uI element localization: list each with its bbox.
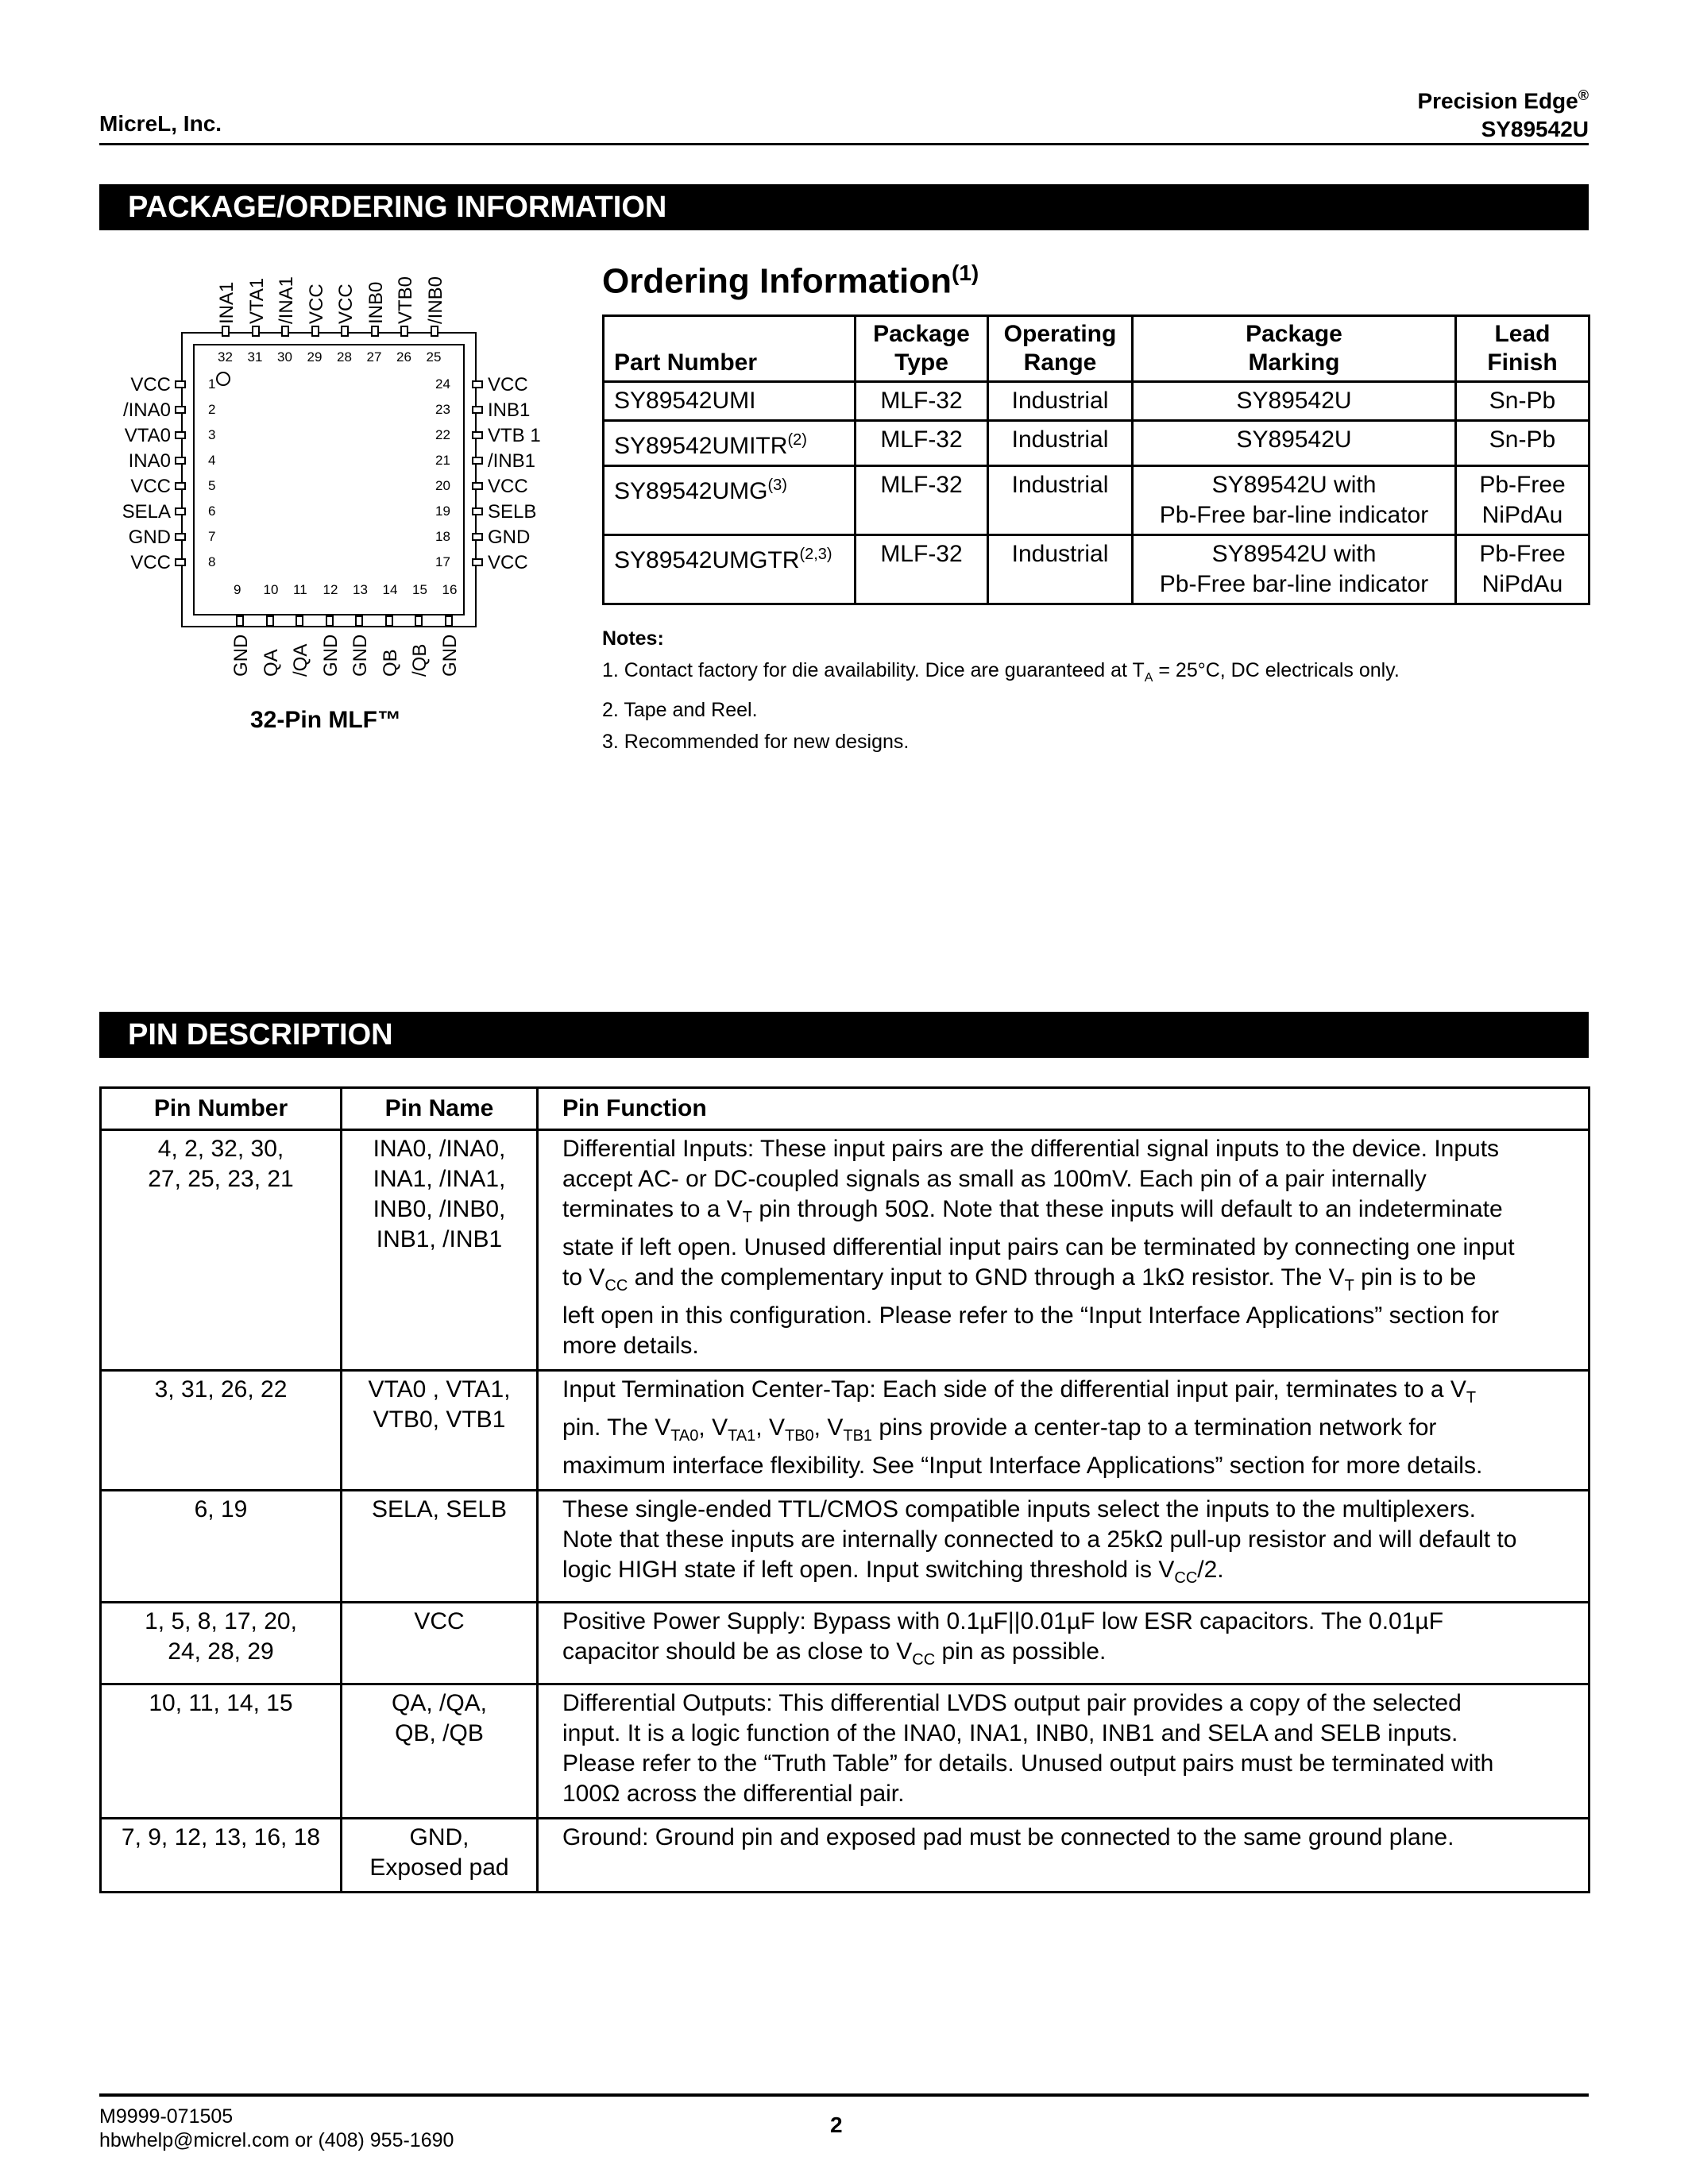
range-cell: Industrial [988, 535, 1133, 604]
pin-pad-top [431, 326, 438, 337]
pin-label-left: /INA0 [122, 399, 171, 421]
contact-info: hbwhelp@micrel.com or (408) 955-1690 [99, 2129, 454, 2151]
part-cell [604, 421, 856, 466]
pin-name-l2: Exposed pad [369, 1854, 509, 1881]
pin-number-left: 8 [208, 554, 216, 569]
function-line [562, 1263, 1578, 1301]
pin-function-cell [538, 1130, 1590, 1371]
ordering-title [602, 260, 979, 302]
col-lead-l2: Finish [1487, 349, 1558, 376]
pin-pad-right [472, 380, 483, 388]
note-1-text-a: 1. Contact factory for die availability. Dice are guaranteed at T [602, 659, 1145, 681]
pin-number-cell [101, 1371, 342, 1491]
finish-cell [1456, 466, 1590, 535]
note-1-sub: A [1144, 671, 1153, 685]
pin-row [101, 1684, 1590, 1819]
page-number: 2 [830, 2113, 843, 2137]
function-line: Differential Inputs: These input pairs are the differential signal inputs to the device. Inputs [562, 1136, 1500, 1162]
product-line: Precision Edge [1417, 88, 1578, 114]
pin-row [101, 1371, 1590, 1491]
col-part-number-text: Part Number [614, 349, 758, 376]
pin-label-top: VTB0 [395, 276, 416, 324]
marking-l2: Pb-Free bar-line indicator [1159, 571, 1429, 597]
pin-name-l3: INB0, /INB0, [373, 1196, 506, 1222]
notes-title: Notes: [602, 627, 664, 650]
col-marking-l1: Package [1246, 321, 1342, 347]
pin-pad-left [175, 406, 186, 414]
pin-label-top: INA1 [216, 281, 238, 324]
pin-label-left: VTA0 [124, 425, 171, 446]
note-1 [602, 654, 1587, 694]
part-text: SY89542UMI [614, 388, 756, 414]
ordering-title-note: (1) [952, 260, 979, 285]
pin-label-bottom: GND [350, 634, 371, 677]
pin-number-right: 18 [435, 529, 450, 544]
finish-l2: NiPdAu [1481, 571, 1563, 597]
function-sub: TA1 [728, 1427, 756, 1445]
pin-label-right: GND [488, 527, 531, 548]
pin-label-top: VTA1 [245, 277, 268, 324]
pin-number-top: 30 [277, 349, 292, 365]
doc-number: M9999-071505 [99, 2105, 234, 2128]
pin-number-left: 6 [208, 504, 216, 519]
pin-function-cell [538, 1491, 1590, 1603]
pin-label-right: VTB 1 [488, 425, 541, 446]
pin-number-l1: 3, 31, 26, 22 [154, 1376, 288, 1403]
pin-number-bottom: 11 [293, 582, 307, 597]
col-package-marking [1133, 316, 1456, 382]
ordering-header-row [604, 316, 1590, 382]
function-sub: CC [605, 1277, 628, 1295]
pin-pad-top [400, 326, 408, 337]
part-text: SY89542UMITR [614, 433, 788, 459]
pin-label-bottom: /QA [290, 643, 311, 677]
pin-row [101, 1819, 1590, 1893]
pin-number-cell [101, 1603, 342, 1684]
marking-cell: SY89542U [1133, 421, 1456, 466]
pin-label-left: SELA [122, 501, 171, 523]
col-operating-l2: Range [1023, 349, 1097, 376]
col-operating-range [988, 316, 1133, 382]
pin-pad-bottom [236, 615, 244, 627]
pin-row [101, 1130, 1590, 1371]
pin-label-left: INA0 [128, 450, 171, 472]
pin-number-left: 2 [208, 402, 216, 417]
function-sub: T [742, 1209, 752, 1226]
pin-number-top: 29 [307, 349, 323, 365]
function-line [562, 1413, 1578, 1451]
part-note: (3) [767, 477, 787, 494]
pin-pad-bottom [326, 615, 334, 627]
function-line [562, 1375, 1578, 1413]
finish-l1: Pb-Free [1479, 541, 1566, 567]
part-note: (2) [787, 431, 807, 449]
function-text: terminates to a V [562, 1196, 743, 1222]
pin-name-cell [342, 1130, 538, 1371]
footer-rule [99, 2093, 1589, 2097]
function-line: more details. [562, 1333, 699, 1359]
pin-number-cell [101, 1491, 342, 1603]
function-line: accept AC- or DC-coupled signals as small as 100mV. Each pin of a pair internally [562, 1166, 1427, 1192]
section-title-pin-description: PIN DESCRIPTION [99, 1012, 1589, 1058]
pin-name-l2: VTB0, VTB1 [373, 1406, 506, 1433]
function-text: pin as possible. [935, 1638, 1107, 1665]
col-part-number [604, 316, 856, 382]
pin-label-bottom: /QB [409, 643, 431, 677]
pin-number-l2: 27, 25, 23, 21 [148, 1166, 294, 1192]
pin-name-l1: GND, [409, 1824, 469, 1850]
pin-name-cell [342, 1371, 538, 1491]
pin-name-l2: QB, /QB [395, 1720, 484, 1746]
function-sub: CC [1174, 1569, 1198, 1587]
function-line [562, 1555, 1578, 1593]
pin-number-l1: 10, 11, 14, 15 [149, 1690, 293, 1716]
pin-name-l1: QA, /QA, [391, 1690, 488, 1716]
function-text: , V [755, 1414, 785, 1441]
pin-pad-right [472, 457, 483, 465]
col-pin-name: Pin Name [342, 1088, 538, 1130]
col-package-type [856, 316, 988, 382]
pin-label-bottom: GND [230, 634, 252, 677]
ordering-row [604, 382, 1590, 421]
part-text: SY89542UMGTR [614, 547, 800, 573]
pin-label-bottom: GND [438, 634, 461, 677]
pin-label-top: INB0 [365, 281, 387, 324]
function-text: , V [813, 1414, 844, 1441]
pin-pad-bottom [266, 615, 274, 627]
marking-l1: SY89542U with [1211, 541, 1377, 567]
pin-number-l2: 24, 28, 29 [168, 1638, 274, 1665]
function-text: pin. The V [562, 1414, 671, 1441]
pin-function-cell [538, 1684, 1590, 1819]
col-marking-l2: Marking [1248, 349, 1340, 376]
pin-label-top: /INB0 [424, 276, 446, 324]
pin-number-top: 32 [218, 349, 233, 365]
function-sub: TA0 [670, 1427, 699, 1445]
pin-number-top: 28 [337, 349, 352, 365]
function-sub: T [1344, 1277, 1354, 1295]
function-text: /2. [1197, 1557, 1224, 1583]
col-operating-l1: Operating [1003, 321, 1117, 347]
pin-pad-top [311, 326, 319, 337]
function-line: maximum interface flexibility. See “Input Interface Applications” section for more details. [562, 1453, 1483, 1479]
pin-pad-right [472, 533, 483, 541]
pin-function-cell [538, 1603, 1590, 1684]
pin-label-left: VCC [130, 476, 171, 497]
pin-pad-left [175, 457, 186, 465]
pin-number-bottom: 9 [234, 582, 241, 597]
pin-number-right: 22 [435, 427, 450, 442]
marking-cell [1133, 466, 1456, 535]
part-note: (2,3) [799, 546, 832, 563]
header-right [1417, 81, 1589, 144]
pin-number-l1: 4, 2, 32, 30, [157, 1136, 284, 1162]
function-sub: CC [912, 1651, 936, 1669]
marking-cell [1133, 535, 1456, 604]
pin-number-cell [101, 1684, 342, 1819]
range-cell: Industrial [988, 466, 1133, 535]
pin-label-top: /INA1 [276, 276, 297, 324]
col-pin-function: Pin Function [538, 1088, 1590, 1130]
ordering-row [604, 535, 1590, 604]
function-line: Note that these inputs are internally connected to a 25kΩ pull-up resistor and will default to [562, 1526, 1517, 1553]
pin-number-bottom: 16 [442, 582, 458, 597]
pin-label-right: VCC [488, 476, 528, 497]
part-text: SY89542UMG [614, 478, 768, 504]
part-cell [604, 535, 856, 604]
pin-pad-top [341, 326, 349, 337]
col-package-type-l2: Type [894, 349, 948, 376]
function-line [562, 1637, 1578, 1675]
function-line: state if left open. Unused differential input pairs can be terminated by connecting one input [562, 1234, 1515, 1260]
pin-number-left: 3 [208, 427, 216, 442]
pin-pad-right [472, 482, 483, 490]
pin-number-bottom: 13 [353, 582, 368, 597]
pin-number-right: 23 [435, 402, 450, 417]
function-sub: T [1466, 1389, 1477, 1406]
pin-number-cell [101, 1819, 342, 1893]
function-sub: TB0 [784, 1427, 814, 1445]
pin-pad-left [175, 431, 186, 439]
pin-number-bottom: 15 [412, 582, 427, 597]
pin-number-left: 7 [208, 529, 216, 544]
package-caption: 32-Pin MLF™ [249, 707, 401, 733]
pin-label-bottom: QA [260, 649, 282, 677]
pin-pad-right [472, 507, 483, 515]
part-cell [604, 382, 856, 421]
ordering-title-text: Ordering Information [602, 261, 952, 301]
pin-name-cell [342, 1819, 538, 1893]
function-text: pin through 50Ω. Note that these inputs will default to an indeterminate [752, 1196, 1503, 1222]
note-3: 3. Recommended for new designs. [602, 731, 910, 753]
pin-number-left: 1 [208, 376, 216, 392]
pin-pad-bottom [295, 615, 303, 627]
pin-label-right: /INB1 [488, 450, 536, 472]
pin-label-right: VCC [488, 552, 528, 573]
pin-pad-left [175, 533, 186, 541]
pin-function-cell [538, 1371, 1590, 1491]
pin-number-l1: 6, 19 [194, 1496, 248, 1522]
pin-row [101, 1603, 1590, 1684]
function-text: pin is to be [1354, 1264, 1477, 1291]
pin-number-right: 21 [435, 453, 450, 468]
pin-pad-right [472, 431, 483, 439]
pin-name-l1: VTA0 , VTA1, [368, 1376, 511, 1403]
pin-name-l1: SELA, SELB [371, 1496, 508, 1522]
finish-l1: Pb-Free [1479, 472, 1566, 498]
marking-l1: SY89542U with [1211, 472, 1377, 498]
pin-label-left: VCC [130, 374, 171, 396]
pin-number-top: 31 [247, 349, 263, 365]
ordering-notes [602, 623, 1587, 758]
function-line: These single-ended TTL/CMOS compatible inputs select the inputs to the multiplexers. [562, 1496, 1477, 1522]
pin-label-bottom: GND [319, 634, 342, 677]
function-text: logic HIGH state if left open. Input switching threshold is V [562, 1557, 1175, 1583]
pin-row [101, 1491, 1590, 1603]
function-text: capacitor should be as close to V [562, 1638, 913, 1665]
pin-pad-top [281, 326, 289, 337]
function-text: and the complementary input to GND through a 1kΩ resistor. The V [628, 1264, 1345, 1291]
pin-label-right: VCC [488, 374, 528, 396]
pin-pad-bottom [415, 615, 423, 627]
ordering-row [604, 466, 1590, 535]
pin-pad-left [175, 380, 186, 388]
pin-number-right: 17 [435, 554, 450, 569]
part-cell [604, 466, 856, 535]
pin-label-top: VCC [305, 284, 327, 324]
function-line: Positive Power Supply: Bypass with 0.1µF||0.01µF low ESR capacitors. The 0.01µF [562, 1608, 1444, 1634]
range-cell: Industrial [988, 421, 1133, 466]
pin-description-table [99, 1086, 1590, 1893]
pin-pad-left [175, 558, 186, 566]
header-rule [99, 143, 1589, 145]
pin-number-top: 26 [396, 349, 411, 365]
pin-pad-top [222, 326, 230, 337]
function-sub: TB1 [843, 1427, 873, 1445]
section-title-package-ordering: PACKAGE/ORDERING INFORMATION [99, 184, 1589, 230]
note-1-text-b: = 25°C, DC electricals only. [1153, 659, 1400, 681]
type-cell: MLF-32 [856, 535, 988, 604]
function-line: 100Ω across the differential pair. [562, 1781, 905, 1807]
type-cell: MLF-32 [856, 466, 988, 535]
pin-number-right: 20 [435, 478, 450, 493]
function-line: input. It is a logic function of the INA0, INA1, INB0, INB1 and SELA and SELB inputs. [562, 1720, 1458, 1746]
package-die-outline [193, 344, 465, 615]
pin-name-l2: INA1, /INA1, [373, 1166, 506, 1192]
pin-number-right: 24 [435, 376, 450, 392]
function-line [562, 1194, 1578, 1233]
pin-pad-top [371, 326, 379, 337]
finish-l2: NiPdAu [1481, 502, 1563, 528]
function-line: Differential Outputs: This differential LVDS output pair provides a copy of the selected [562, 1690, 1462, 1716]
company-name: MicreL, Inc. [99, 111, 222, 136]
ordering-table [602, 314, 1590, 605]
pin-number-bottom: 10 [263, 582, 279, 597]
pin-pad-left [175, 507, 186, 515]
function-line: Ground: Ground pin and exposed pad must be connected to the same ground plane. [562, 1824, 1454, 1850]
function-line: left open in this configuration. Please refer to the “Input Interface Applications” section for [562, 1302, 1500, 1329]
pin1-marker-icon [216, 372, 230, 386]
marking-l2: Pb-Free bar-line indicator [1159, 502, 1429, 528]
pin-pad-right [472, 558, 483, 566]
col-lead-finish [1456, 316, 1590, 382]
col-package-type-l1: Package [873, 321, 970, 347]
pin-number-top: 27 [366, 349, 382, 365]
pin-number-l1: 1, 5, 8, 17, 20, [145, 1608, 297, 1634]
pin-number-right: 19 [435, 504, 450, 519]
pin-name-l4: INB1, /INB1 [376, 1226, 503, 1252]
registered-mark: ® [1578, 87, 1589, 103]
pin-label-left: GND [128, 527, 171, 548]
footer-left [99, 2105, 454, 2152]
pin-name-cell [342, 1603, 538, 1684]
function-text: Input Termination Center-Tap: Each side of the differential input pair, terminates to a V [562, 1376, 1466, 1403]
finish-cell: Sn-Pb [1456, 382, 1590, 421]
pin-name-l1: VCC [414, 1608, 465, 1634]
pin-label-right: INB1 [488, 399, 531, 421]
marking-cell: SY89542U [1133, 382, 1456, 421]
ordering-row [604, 421, 1590, 466]
function-text: , V [698, 1414, 728, 1441]
pin-number-top: 25 [426, 349, 442, 365]
finish-cell: Sn-Pb [1456, 421, 1590, 466]
part-number: SY89542U [1481, 117, 1589, 142]
note-2: 2. Tape and Reel. [602, 699, 758, 721]
function-text: to V [562, 1264, 605, 1291]
pin-label-bottom: QB [379, 649, 401, 677]
pin-number-cell [101, 1130, 342, 1371]
pin-pad-left [175, 482, 186, 490]
type-cell: MLF-32 [856, 421, 988, 466]
range-cell: Industrial [988, 382, 1133, 421]
col-lead-l1: Lead [1494, 321, 1551, 347]
pin-name-cell [342, 1491, 538, 1603]
pin-label-top: VCC [335, 284, 357, 324]
pin-pad-top [252, 326, 260, 337]
finish-cell [1456, 535, 1590, 604]
pin-number-bottom: 14 [382, 582, 398, 597]
type-cell: MLF-32 [856, 382, 988, 421]
pin-header-row [101, 1088, 1590, 1130]
pin-function-cell [538, 1819, 1590, 1893]
pin-label-left: VCC [130, 552, 171, 573]
pin-pad-bottom [385, 615, 393, 627]
pin-number-left: 4 [208, 453, 216, 468]
pin-pad-right [472, 406, 483, 414]
pin-pad-bottom [355, 615, 363, 627]
pin-number-bottom: 12 [323, 582, 338, 597]
pin-number-l1: 7, 9, 12, 13, 16, 18 [121, 1824, 321, 1850]
col-pin-number: Pin Number [101, 1088, 342, 1130]
pin-name-l1: INA0, /INA0, [373, 1136, 506, 1162]
pin-pad-bottom [445, 615, 453, 627]
function-text: pins provide a center-tap to a termination network for [872, 1414, 1437, 1441]
pin-number-left: 5 [208, 478, 216, 493]
pin-name-cell [342, 1684, 538, 1819]
pin-label-right: SELB [488, 501, 537, 523]
function-line: Please refer to the “Truth Table” for details. Unused output pairs must be terminated with [562, 1750, 1494, 1777]
